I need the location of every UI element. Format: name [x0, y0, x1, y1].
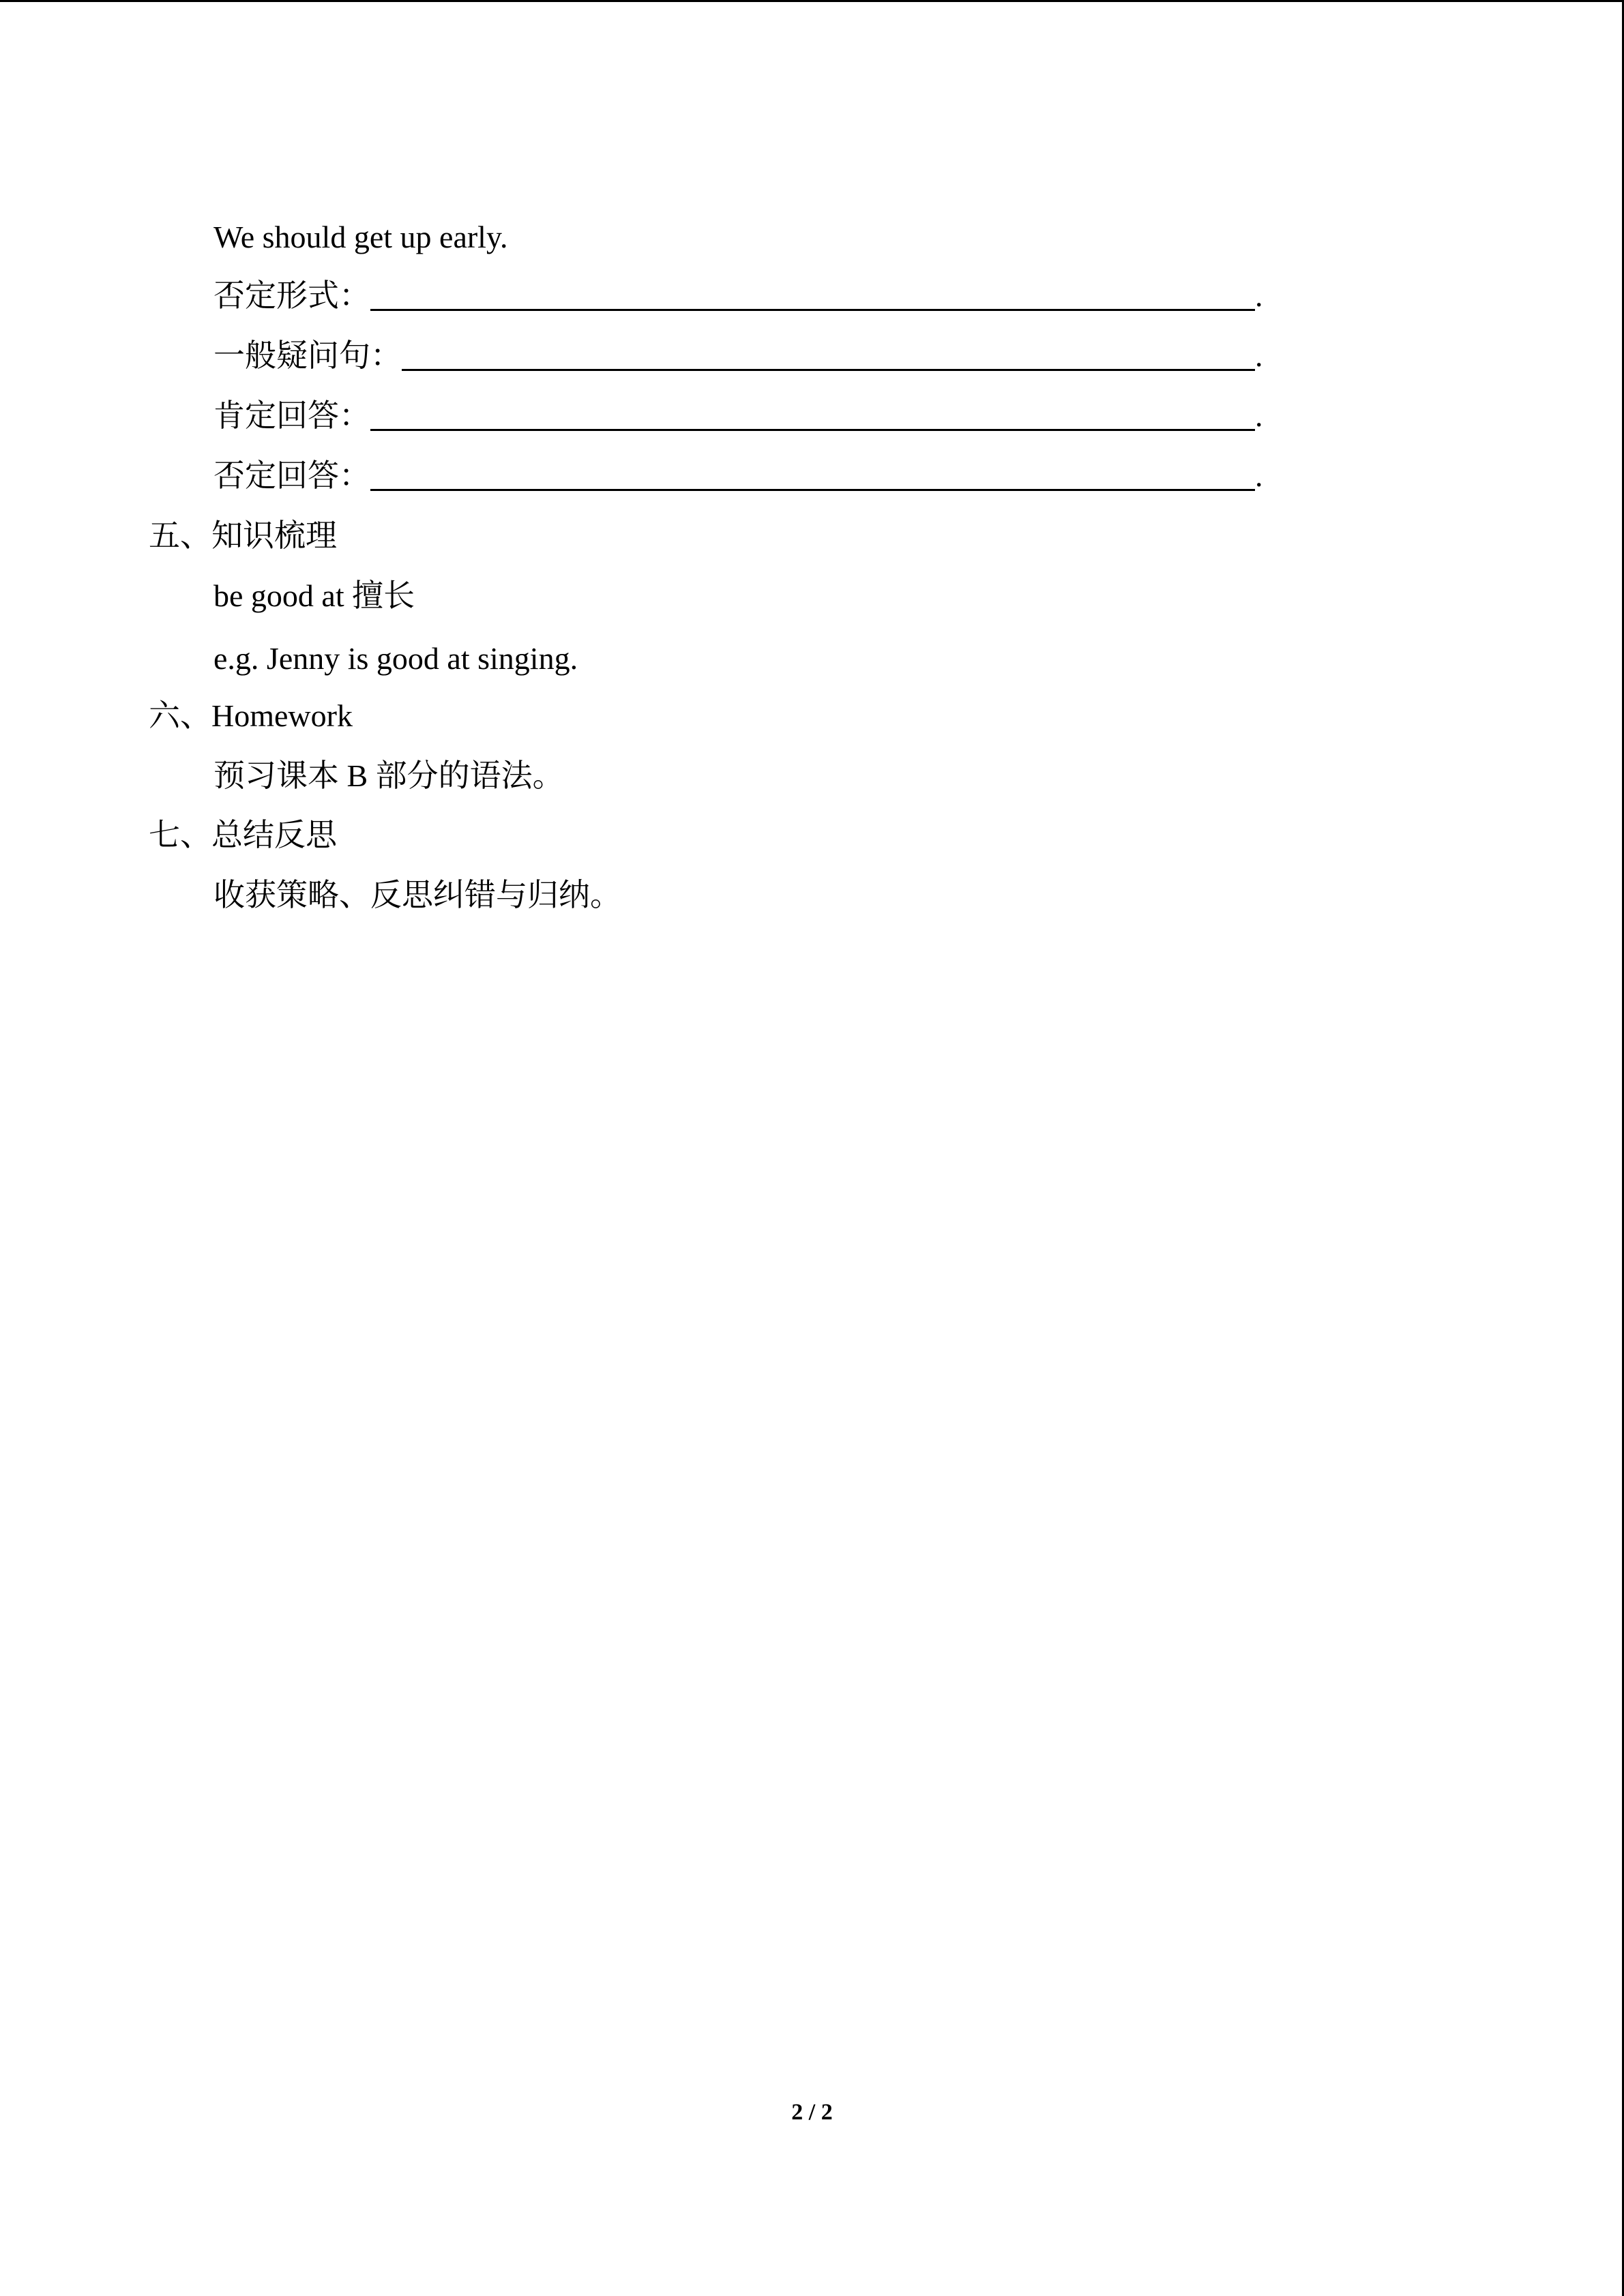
example-sentence: We should get up early. [213, 220, 508, 254]
page-number: 2 / 2 [791, 2100, 833, 2125]
exercise-period: . [1255, 398, 1263, 433]
exercise-label: 否定回答： [213, 458, 370, 493]
exercise-period: . [1255, 338, 1263, 373]
exercise-negative-form [213, 275, 1263, 316]
section-5-heading: 五、知识梳理 [149, 518, 337, 553]
answer-blank[interactable] [370, 399, 1255, 431]
exercise-general-question [213, 336, 1263, 376]
exercise-negative-answer [213, 456, 1263, 496]
answer-blank[interactable] [402, 339, 1255, 371]
exercise-label: 一般疑问句： [213, 338, 402, 373]
page-top-border [0, 0, 1624, 2]
section-5-phrase: be good at 擅长 [213, 578, 415, 613]
exercise-period: . [1255, 458, 1263, 493]
exercise-label: 否定形式： [213, 278, 370, 313]
exercise-period: . [1255, 278, 1263, 313]
section-6-heading: 六、Homework [149, 698, 353, 733]
answer-blank[interactable] [370, 459, 1255, 491]
section-7-heading: 七、总结反思 [149, 818, 337, 852]
section-5-example: e.g. Jenny is good at singing. [213, 641, 578, 676]
exercise-affirmative-answer [213, 396, 1263, 436]
section-6-content: 预习课本 B 部分的语法。 [213, 758, 564, 793]
exercise-label: 肯定回答： [213, 398, 370, 433]
answer-blank[interactable] [370, 279, 1255, 311]
section-7-content: 收获策略、反思纠错与归纳。 [213, 878, 621, 912]
